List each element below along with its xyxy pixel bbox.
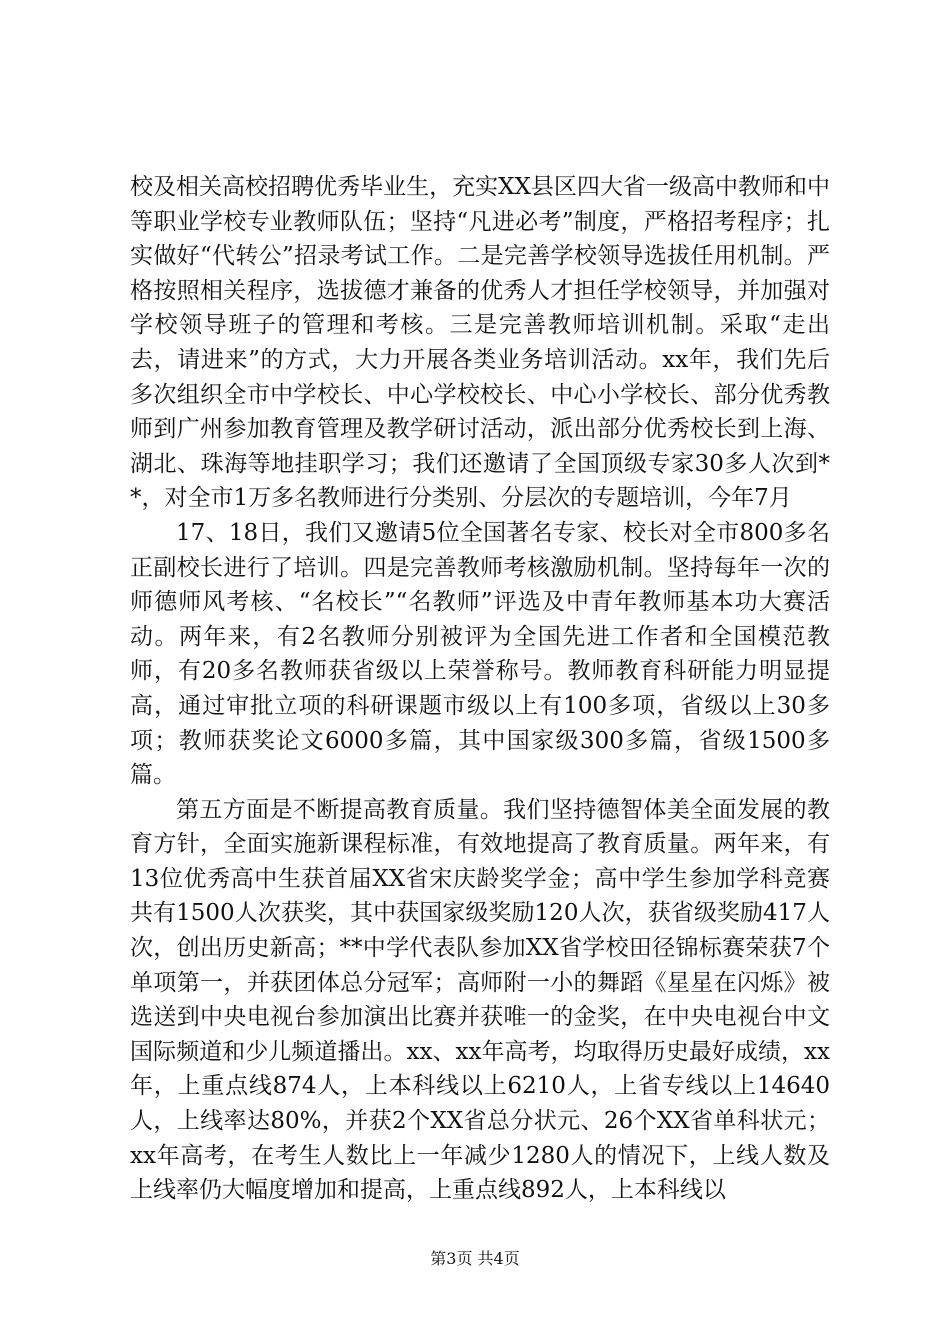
paragraph-2: 17、18日，我们又邀请5位全国著名专家、校长对全市800多名正副校长进行了培训。四是完善教师考核激励机制。坚持每年一次的师德师风考核、“名校长”“名教师”评选及中青年教师基本功大赛活动。两年来，有2名教师分别被评为全国先进工作者和全国模范教师，有20多名教师获省级以上荣誉称号。教师教育科研能力明显提高，通过审批立项的科研课题市级以上有100多项，省级以上30多项；教师获奖论文6000多篇，其中国家级300多篇，省级1500多篇。 <box>130 519 830 789</box>
page-footer: 第3页 共4页 <box>430 1249 520 1268</box>
paragraph-3: 第五方面是不断提高教育质量。我们坚持德智体美全面发展的教育方针，全面实施新课程标准，有效地提高了教育质量。两年来，有13位优秀高中生获首届XX省宋庆龄奖学金；高中学生参加学科竞赛共有1500人次获奖，其中获国家级奖励120人次，获省级奖励417人次，创出历史新高；**中学代表队参加XX省学校田径锦标赛荣获7个单项第一，并获团体总分冠军；高师附一小的舞蹈《星星在闪烁》被选送到中央电视台参加演出比赛并获唯一的金奖，在中央电视台中文国际频道和少儿频道播出。xx、xx年高考，均取得历史最好成绩，xx年，上重点线874人，上本科线以上6210人，上省专线以上14640人，上线率达80%，并获2个XX省总分状元、26个XX省单科状元；xx年高考，在考生人数比上一年减少1280人的情况下，上线人数及上线率仍大幅度增加和提高，上重点线892人，上本科线以 <box>130 796 830 1204</box>
paragraph-1: 校及相关高校招聘优秀毕业生，充实XX县区四大省一级高中教师和中等职业学校专业教师队伍；坚持“凡进必考”制度，严格招考程序；扎实做好“代转公”招录考试工作。二是完善学校领导选拔任用机制。严格按照相关程序，选拔德才兼备的优秀人才担任学校领导，并加强对学校领导班子的管理和考核。三是完善教师培训机制。采取“走出去，请进来”的方式，大力开展各类业务培训活动。xx年，我们先后多次组织全市中学校长、中心学校校长、中心小学校长、部分优秀教师到广州参加教育管理及教学研讨活动，派出部分优秀校长到上海、湖北、珠海等地挂职学习；我们还邀请了全国顶级专家30多人次到**，对全市1万多名教师进行分类别、分层次的专题培训，今年7月 <box>130 174 830 512</box>
document-body <box>130 170 830 1208</box>
